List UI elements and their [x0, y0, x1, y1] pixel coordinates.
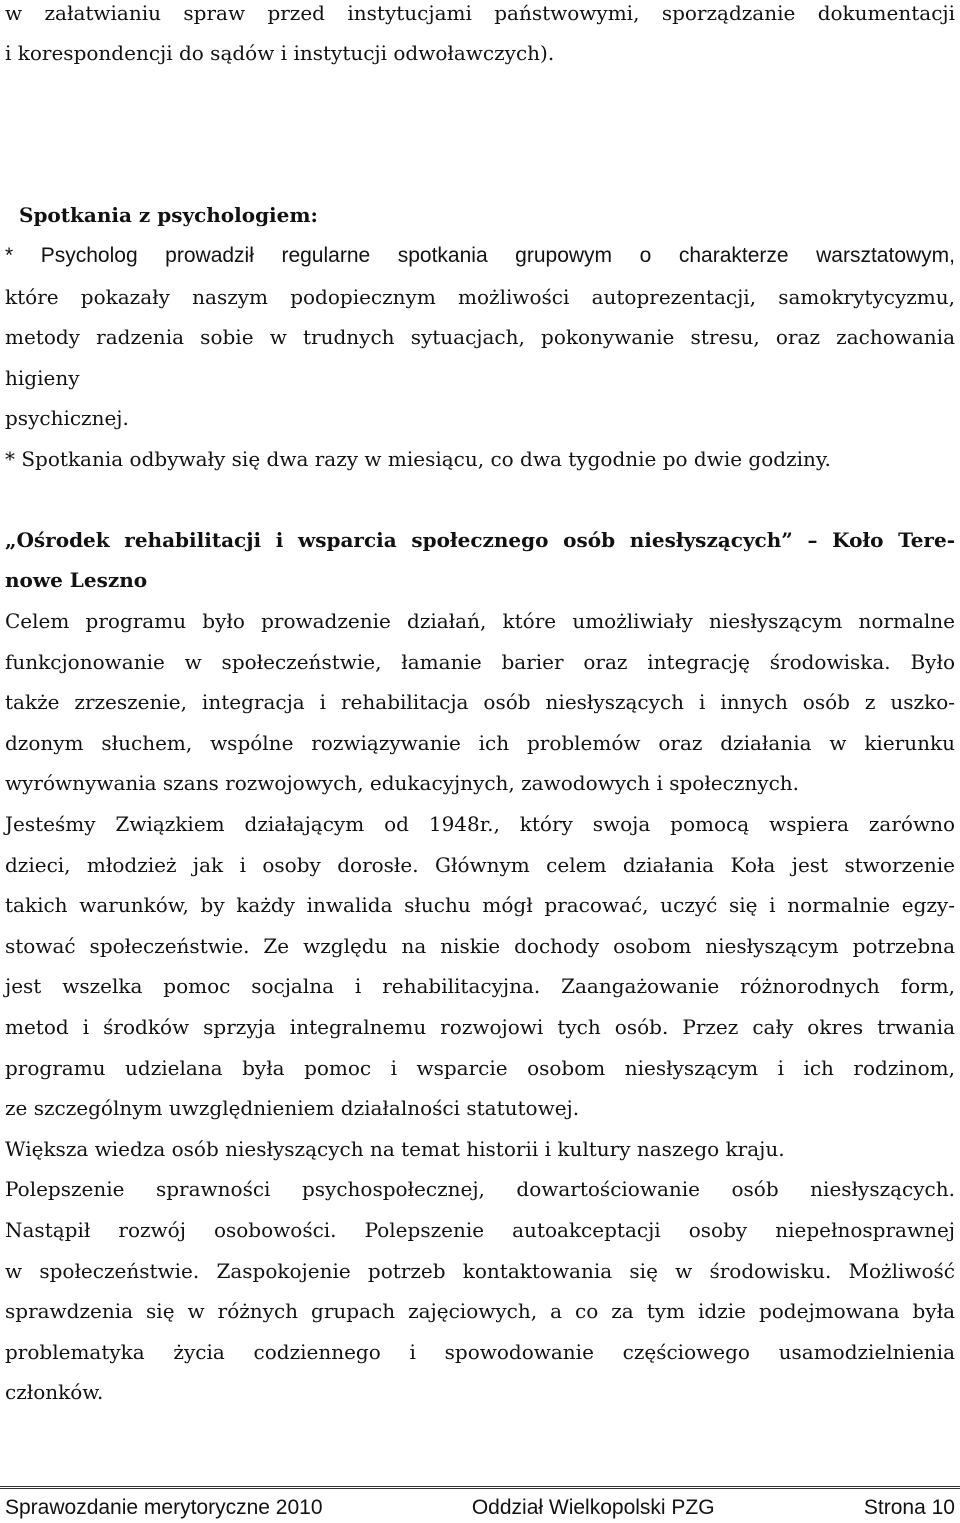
text-line: Celem programu było prowadzenie działań, które umożliwiały niesłyszącym normalne	[5, 609, 955, 633]
text-line: członków.	[5, 1380, 104, 1404]
footer-page-number: Strona 10	[863, 1496, 955, 1519]
page-footer	[5, 1496, 955, 1520]
text-line: * Psycholog prowadził regularne spotkania grupowym o charakterze warsztatowym,	[5, 244, 955, 267]
text-line: Polepszenie sprawności psychospołecznej, dowartościowanie osób niesłyszących.	[5, 1177, 955, 1201]
text-line: higieny	[5, 366, 80, 390]
text-line: dzonym słuchem, wspólne rozwiązywanie ich problemów oraz działania w kierunku	[5, 731, 955, 755]
text-line: takich warunków, by każdy inwalida słuchu mógł pracować, uczyć się i normalnie egzy-	[5, 893, 955, 917]
text-line: i korespondencji do sądów i instytucji odwoławczych).	[5, 41, 555, 65]
text-line: ze szczególnym uwzględnieniem działalności statutowej.	[5, 1096, 580, 1120]
section-heading-center-cont: nowe Leszno	[5, 568, 148, 592]
text-line: które pokazały naszym podopiecznym możliwości autoprezentacji, samokrytycyzmu,	[5, 285, 955, 309]
section-heading-center: „Ośrodek rehabilitacji i wsparcia społecznego osób niesłyszących” – Koło Tere-	[5, 528, 955, 552]
text-line: psychicznej.	[5, 406, 129, 430]
text-line: w załatwianiu spraw przed instytucjami państwowymi, sporządzanie dokumentacji	[5, 1, 955, 25]
text-line: * Spotkania odbywały się dwa razy w miesiącu, co dwa tygodnie po dwie godziny.	[5, 447, 831, 471]
text-line: programu udzielana była pomoc i wsparcie osobom niesłyszącym i ich rodzinom,	[5, 1056, 955, 1080]
text-line: problematyka życia codziennego i spowodowanie częściowego usamodzielnienia	[5, 1340, 955, 1364]
text-line: wyrównywania szans rozwojowych, edukacyjnych, zawodowych i społecznych.	[5, 771, 800, 795]
text-line: jest wszelka pomoc socjalna i rehabilitacyjna. Zaangażowanie różnorodnych form,	[5, 974, 955, 998]
text-line: metody radzenia sobie w trudnych sytuacjach, pokonywanie stresu, oraz zachowania	[5, 325, 955, 349]
text-line: funkcjonowanie w społeczeństwie, łamanie barier oraz integrację środowiska. Było	[5, 650, 955, 674]
footer-branch: Oddział Wielkopolski PZG	[471, 1496, 715, 1519]
text-line: w społeczeństwie. Zaspokojenie potrzeb kontaktowania się w środowisku. Możliwość	[5, 1259, 955, 1283]
text-line: metod i środków sprzyja integralnemu rozwojowi tych osób. Przez cały okres trwania	[5, 1015, 955, 1039]
text-line: dzieci, młodzież jak i osoby dorosłe. Głównym celem działania Koła jest stworzenie	[5, 853, 955, 877]
text-line: stować społeczeństwie. Ze względu na niskie dochody osobom niesłyszącym potrzebna	[5, 934, 955, 958]
text-line: Jesteśmy Związkiem działającym od 1948r., który swoja pomocą wspiera zarówno	[5, 812, 955, 836]
text-line: także zrzeszenie, integracja i rehabilitacja osób niesłyszących i innych osób z uszko-	[5, 690, 955, 714]
text-line: sprawdzenia się w różnych grupach zajęciowych, a co za tym idzie podejmowana była	[5, 1299, 955, 1323]
footer-divider	[0, 1486, 960, 1489]
footer-report-title: Sprawozdanie merytoryczne 2010	[5, 1496, 323, 1519]
text-line: Nastąpił rozwój osobowości. Polepszenie autoakceptacji osoby niepełnosprawnej	[5, 1218, 955, 1242]
text-line: Większa wiedza osób niesłyszących na temat historii i kultury naszego kraju.	[5, 1137, 785, 1161]
section-heading-psychologist: Spotkania z psychologiem:	[19, 203, 318, 227]
